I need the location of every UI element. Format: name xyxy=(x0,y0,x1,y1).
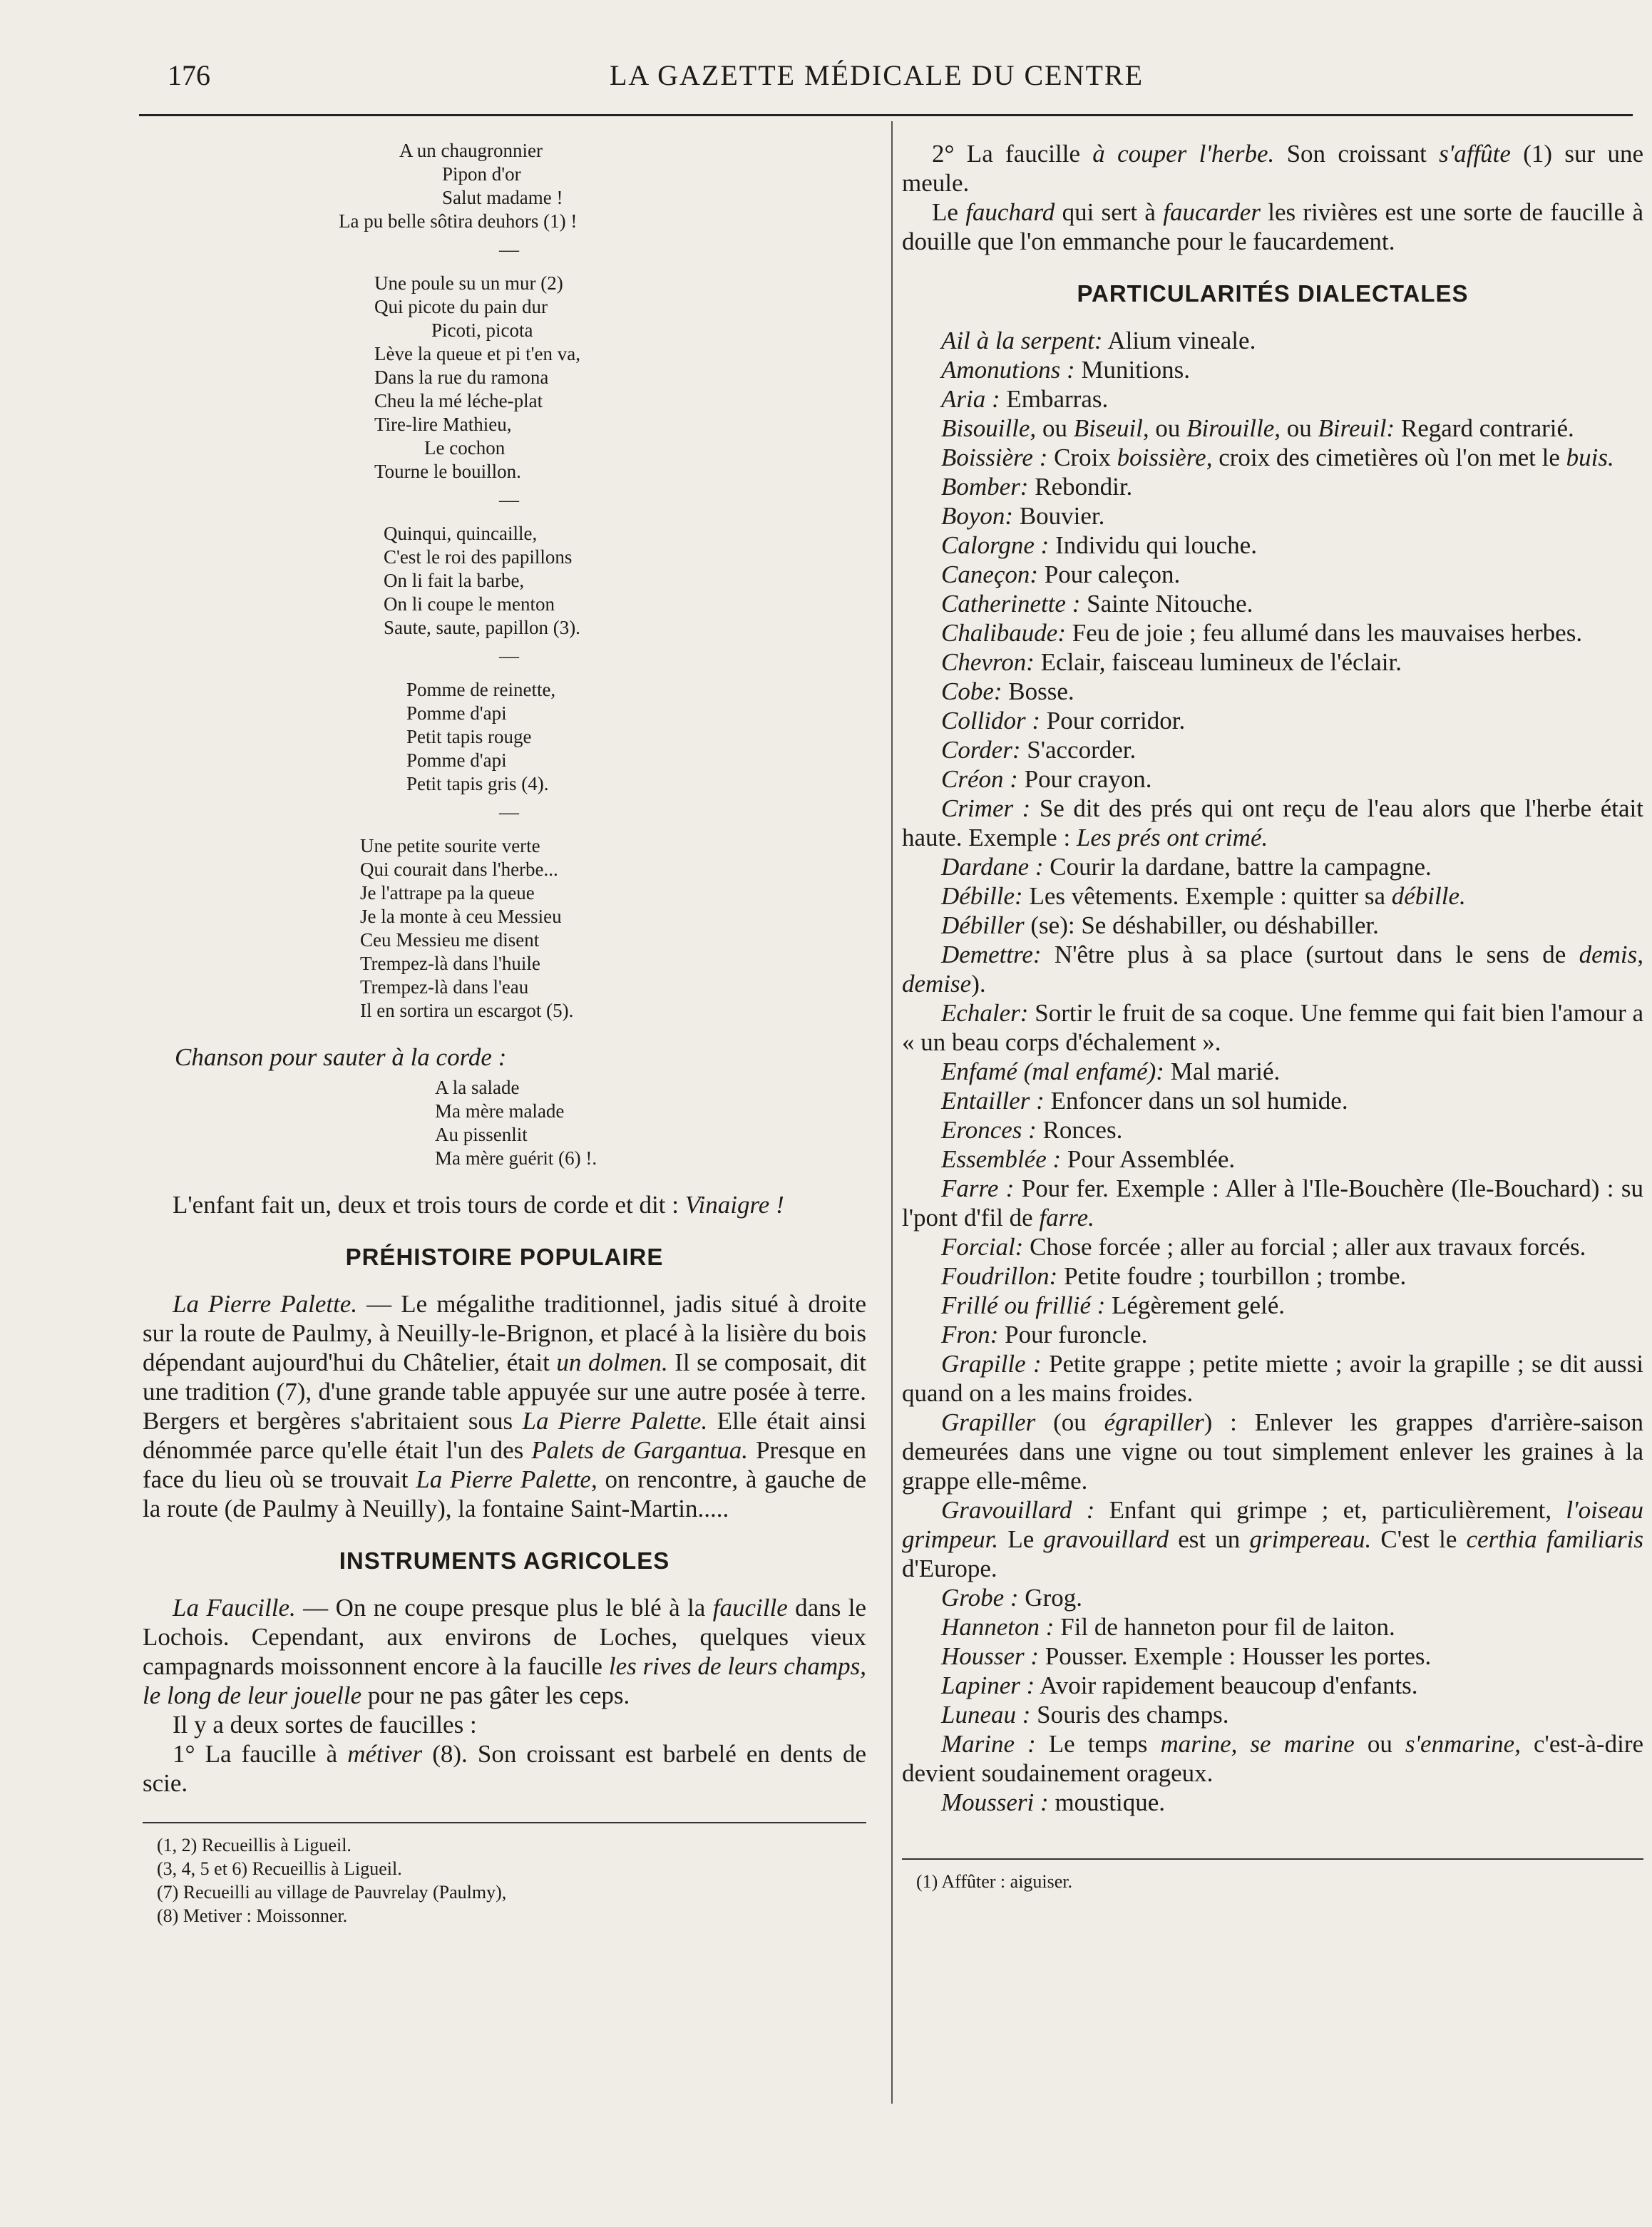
verse-line: On li fait la barbe, xyxy=(384,570,525,591)
glossary-entry xyxy=(902,355,1643,384)
glossary-entry xyxy=(902,1086,1643,1115)
glossary-term: Bisouille, xyxy=(941,414,1037,442)
verse-line: Ceu Messieu me disent xyxy=(360,929,540,951)
glossary-entry xyxy=(902,735,1643,764)
glossary-term: Birouille, xyxy=(1186,414,1281,442)
glossary-term: Dardane : xyxy=(941,853,1044,881)
verse-line: La pu belle sôtira deuhors (1) ! xyxy=(339,210,578,232)
glossary-definition: Sainte Nitouche. xyxy=(1080,590,1253,618)
glossary-term: Biseuil, xyxy=(1073,414,1149,442)
glossary xyxy=(902,326,1643,1817)
glossary-definition: Pour furoncle. xyxy=(998,1321,1148,1348)
glossary-definition: Embarras. xyxy=(1000,385,1109,413)
glossary-term: Frillé ou frillié : xyxy=(941,1291,1106,1319)
poem-poule xyxy=(374,272,866,483)
glossary-term: Entailler : xyxy=(941,1087,1045,1115)
glossary-term: Caneçon: xyxy=(941,560,1039,588)
verse-line: Pomme d'api xyxy=(406,749,507,771)
verse-line: Pomme d'api xyxy=(406,702,507,724)
glossary-term: l'oiseau grimpeur. xyxy=(902,1496,1643,1553)
glossary-term: grimpereau. xyxy=(1249,1525,1372,1553)
verse-line: Lève la queue et pi t'en va, xyxy=(374,343,580,364)
glossary-definition: Ronces. xyxy=(1036,1116,1123,1144)
left-footnotes xyxy=(143,1833,866,1927)
verse-line: Trempez-là dans l'huile xyxy=(360,953,540,974)
glossary-entry xyxy=(902,443,1643,472)
verse-line: Il en sortira un escargot (5). xyxy=(360,1000,574,1021)
chanson-title: Chanson pour sauter à la corde : xyxy=(175,1043,507,1071)
glossary-term: Catherinette : xyxy=(941,590,1081,618)
glossary-definition: (se): Se déshabiller, ou déshabiller. xyxy=(1024,911,1379,939)
glossary-definition: Croix xyxy=(1047,444,1117,471)
glossary-definition: Individu qui louche. xyxy=(1049,531,1257,559)
glossary-entry xyxy=(902,1700,1643,1729)
verse-line: Une poule su un mur (2) xyxy=(374,272,563,294)
glossary-term: Mousseri : xyxy=(941,1788,1049,1816)
glossary-term: gravouillard xyxy=(1043,1525,1169,1553)
glossary-term: Fron: xyxy=(941,1321,999,1348)
glossary-definition: Petite foudre ; tourbillon ; trombe. xyxy=(1057,1262,1407,1290)
glossary-definition: Bosse. xyxy=(1002,677,1074,705)
glossary-term: débille. xyxy=(1391,882,1466,910)
glossary-term: Gravouillard : xyxy=(941,1496,1095,1524)
footnote-rule xyxy=(902,1858,1643,1860)
glossary-entry xyxy=(902,1349,1643,1408)
glossary-term: buis. xyxy=(1566,444,1614,471)
corde-paragraph: L'enfant fait un, deux et trois tours de corde et dit : Vinaigre ! xyxy=(173,1191,784,1219)
separator-dash: — xyxy=(499,239,519,261)
verse-line: Quinqui, quincaille, xyxy=(384,523,538,544)
poem-sourite xyxy=(360,834,866,1023)
glossary-entry xyxy=(902,1145,1643,1174)
glossary-entry xyxy=(902,1642,1643,1671)
glossary-definition: c'est-à-dire devient soudainement orageux. xyxy=(902,1730,1644,1787)
glossary-definition: Petite grappe ; petite miette ; avoir la grapille ; se dit aussi quand on a les mains froides. xyxy=(902,1350,1643,1407)
glossary-definition: Pousser. Exemple : Housser les portes. xyxy=(1039,1642,1432,1670)
glossary-term: Collidor : xyxy=(941,707,1041,734)
glossary-term: Forcial: xyxy=(941,1233,1024,1261)
glossary-definition: moustique. xyxy=(1048,1788,1166,1816)
glossary-term: Corder: xyxy=(941,736,1021,764)
verse-line: Je la monte à ceu Messieu xyxy=(360,906,562,927)
glossary-definition: ou xyxy=(1281,414,1318,442)
glossary-definition: Courir la dardane, battre la campagne. xyxy=(1043,853,1432,881)
glossary-entry xyxy=(902,794,1643,852)
verse-line: Je l'attrape pa la queue xyxy=(360,882,535,903)
verse-line: Au pissenlit xyxy=(435,1124,528,1145)
faucille-paragraph: La Faucille. — On ne coupe presque plus le blé à la faucille dans le Lochois. Cependant, aux environs de Loches, quelques vieux campagnards moissonnent encore à la faucille les rives de leurs champs, le long de leur jouelle pour ne pas gâter les ceps. xyxy=(143,1594,866,1709)
heading-particularites: PARTICULARITÉS DIALECTALES xyxy=(1077,280,1469,307)
verse-line: Petit tapis gris (4). xyxy=(406,773,549,794)
glossary-definition: Enfoncer dans un sol humide. xyxy=(1044,1087,1348,1115)
glossary-term: Bomber: xyxy=(941,473,1029,501)
glossary-term: Grobe : xyxy=(941,1584,1019,1612)
heading-instruments: INSTRUMENTS AGRICOLES xyxy=(339,1547,670,1574)
glossary-term: Boyon: xyxy=(941,502,1014,530)
glossary-definition: Pour crayon. xyxy=(1017,765,1152,793)
verse-line: A un chaugronnier xyxy=(399,140,543,161)
footnote: (3, 4, 5 et 6) Recueillis à Ligueil. xyxy=(157,1858,402,1879)
verse-line: Ma mère malade xyxy=(435,1100,565,1122)
glossary-definition: Eclair, faisceau lumineux de l'éclair. xyxy=(1034,648,1402,676)
glossary-entry xyxy=(902,677,1643,706)
glossary-entry xyxy=(902,1671,1643,1700)
glossary-definition: ou xyxy=(1149,414,1187,442)
glossary-definition: Alium vineale. xyxy=(1102,327,1256,354)
glossary-definition: Regard contrarié. xyxy=(1395,414,1574,442)
glossary-definition: Enfant qui grimpe ; et, particulièrement, xyxy=(1094,1496,1566,1524)
left-column xyxy=(143,139,866,1927)
glossary-entry xyxy=(902,852,1643,881)
glossary-definition: croix des cimetières où l'on met le xyxy=(1212,444,1566,471)
glossary-definition: Souris des champs. xyxy=(1030,1701,1229,1729)
glossary-definition: ou xyxy=(1354,1730,1405,1758)
glossary-entry xyxy=(902,1788,1643,1817)
glossary-entry xyxy=(902,414,1643,443)
page-number: 176 xyxy=(168,59,210,91)
column-divider xyxy=(891,121,893,2104)
separator-dash: — xyxy=(499,489,519,511)
glossary-definition: Pour corridor. xyxy=(1040,707,1186,734)
glossary-term: Chevron: xyxy=(941,648,1035,676)
glossary-entry xyxy=(902,1291,1643,1320)
verse-line: A la salade xyxy=(435,1077,520,1098)
glossary-term: Grapille : xyxy=(941,1350,1042,1378)
glossary-definition: Fil de hanneton pour fil de laiton. xyxy=(1054,1613,1395,1641)
glossary-term: Grapiller xyxy=(941,1408,1036,1436)
glossary-definition: d'Europe. xyxy=(902,1555,997,1582)
glossary-term: Chalibaude: xyxy=(941,619,1066,647)
glossary-entry xyxy=(902,764,1643,794)
glossary-term: Les prés ont crimé. xyxy=(1076,824,1268,851)
verse-line: Trempez-là dans l'eau xyxy=(360,976,529,998)
glossary-entry xyxy=(902,881,1643,911)
sorte-2-paragraph: 2° La faucille à couper l'herbe. Son croissant s'affûte (1) sur une meule. xyxy=(902,140,1644,197)
glossary-definition: Pour fer. Exemple : Aller à l'Ile-Bouchère (Ile-Bouchard) : su l'pont d'fil de xyxy=(902,1174,1644,1232)
glossary-entry xyxy=(902,1115,1643,1145)
verse-line: C'est le roi des papillons xyxy=(384,546,573,568)
journal-title: LA GAZETTE MÉDICALE DU CENTRE xyxy=(610,59,1144,91)
glossary-term: Créon : xyxy=(941,765,1018,793)
verse-line: Tire-lire Mathieu, xyxy=(374,414,512,435)
glossary-entry xyxy=(902,1583,1643,1612)
glossary-term: Boissière : xyxy=(941,444,1048,471)
glossary-entry xyxy=(902,618,1643,647)
verse-line: Qui picote du pain dur xyxy=(374,296,548,317)
glossary-entry xyxy=(902,1174,1643,1232)
glossary-entry xyxy=(902,384,1643,414)
glossary-term: Calorgne : xyxy=(941,531,1050,559)
glossary-entry xyxy=(902,472,1643,501)
glossary-term: Débiller xyxy=(941,911,1025,939)
glossary-definition: Grog. xyxy=(1018,1584,1082,1612)
glossary-definition: Se dit des prés qui ont reçu de l'eau alors que l'herbe était haute. Exemple : xyxy=(902,794,1643,851)
glossary-term: Echaler: xyxy=(941,999,1029,1027)
glossary-definition: Sortir le fruit de sa coque. Une femme qui fait bien l'amour a « un beau corps d'échalement ». xyxy=(902,999,1643,1056)
glossary-term: Demettre: xyxy=(941,941,1042,968)
verse-line: Cheu la mé léche-plat xyxy=(374,390,543,411)
right-column xyxy=(902,139,1643,1893)
glossary-entry xyxy=(902,1057,1643,1086)
glossary-definition: (ou xyxy=(1035,1408,1104,1436)
header-rule xyxy=(139,114,1633,116)
glossary-definition: Le xyxy=(998,1525,1044,1553)
glossary-entry xyxy=(902,1495,1643,1583)
footnote: (8) Metiver : Moissonner. xyxy=(157,1905,348,1926)
verse-line: Dans la rue du ramona xyxy=(374,367,549,388)
verse-line: Une petite sourite verte xyxy=(360,835,540,856)
glossary-term: Foudrillon: xyxy=(941,1262,1058,1290)
glossary-entry xyxy=(902,706,1643,735)
glossary-definition: C'est le xyxy=(1371,1525,1467,1553)
glossary-definition: N'être plus à sa place (surtout dans le sens de xyxy=(1041,941,1579,968)
footnote-rule xyxy=(143,1822,866,1823)
glossary-definition: Pour Assemblée. xyxy=(1061,1145,1236,1173)
glossary-term: demis, demise xyxy=(902,941,1643,998)
poem-chaugronnier xyxy=(339,139,866,233)
glossary-entry xyxy=(902,1320,1643,1349)
glossary-definition: ). xyxy=(971,970,986,998)
verse-line: Ma mère guérit (6) !. xyxy=(435,1147,597,1169)
verse-line: Qui courait dans l'herbe... xyxy=(360,859,558,880)
pierre-palette-paragraph: La Pierre Palette. — Le mégalithe traditionnel, jadis situé à droite sur la route de Paulmy, à Neuilly-le-Brignon, et placé à la lisière du bois dépendant aujourd'hui du Châtelier, était un dolmen. Il se composait, dit une tradition (7), d'une grande table appuyée sur une autre posée à terre. Bergers et bergères s'abritaient sous La Pierre Palette. Elle était ainsi dénommée parce qu'elle était l'un des Palets de Gargantua. Presque en face du lieu où se trouvait La Pierre Palette, on rencontre, à gauche de la route (de Paulmy à Neuilly), la fontaine Saint-Martin..... xyxy=(143,1290,867,1522)
glossary-term: Lapiner : xyxy=(941,1671,1035,1699)
glossary-term: Housser : xyxy=(941,1642,1040,1670)
glossary-definition: Avoir rapidement beaucoup d'enfants. xyxy=(1035,1671,1418,1699)
separator-dash: — xyxy=(499,645,519,667)
poem-salade xyxy=(435,1076,866,1170)
verse-line: Pomme de reinette, xyxy=(406,679,556,700)
glossary-definition: Les vêtements. Exemple : quitter sa xyxy=(1022,882,1392,910)
glossary-term: Essemblée : xyxy=(941,1145,1062,1173)
verse-line: Salut madame ! xyxy=(442,187,563,208)
glossary-term: Aria : xyxy=(941,385,1000,413)
verse-line: Petit tapis rouge xyxy=(406,726,532,747)
footnote: (1) Affûter : aiguiser. xyxy=(916,1871,1073,1892)
glossary-definition: Chose forcée ; aller au forcial ; aller aux travaux forcés. xyxy=(1023,1233,1586,1261)
glossary-definition: Légèrement gelé. xyxy=(1105,1291,1286,1319)
glossary-entry xyxy=(902,911,1643,940)
glossary-term: Ail à la serpent: xyxy=(941,327,1103,354)
glossary-entry xyxy=(902,501,1643,531)
glossary-definition: Bouvier. xyxy=(1013,502,1105,530)
glossary-term: Cobe: xyxy=(941,677,1002,705)
glossary-term: Bireuil: xyxy=(1318,414,1395,442)
glossary-term: farre. xyxy=(1039,1204,1094,1232)
glossary-entry xyxy=(902,647,1643,677)
glossary-entry xyxy=(902,589,1643,618)
glossary-definition: Mal marié. xyxy=(1164,1058,1281,1085)
glossary-definition: Le temps xyxy=(1035,1730,1161,1758)
glossary-term: Débille: xyxy=(941,882,1023,910)
footnote: (7) Recueilli au village de Pauvrelay (Paulmy), xyxy=(157,1882,507,1903)
glossary-term: Hanneton : xyxy=(941,1613,1055,1641)
verse-line: Le cochon xyxy=(424,437,506,459)
glossary-entry xyxy=(902,1232,1643,1261)
glossary-term: Enfamé (mal enfamé): xyxy=(941,1058,1164,1085)
glossary-term: certhia familiaris xyxy=(1466,1525,1643,1553)
glossary-entry xyxy=(902,1729,1643,1788)
poem-pomme xyxy=(406,678,866,796)
verse-line: Saute, saute, papillon (3). xyxy=(384,617,580,638)
glossary-entry xyxy=(902,326,1643,355)
deux-sortes-line: Il y a deux sortes de faucilles : xyxy=(173,1711,477,1739)
glossary-term: égrapiller xyxy=(1104,1408,1204,1436)
verse-line: Picoti, picota xyxy=(431,319,533,341)
glossary-term: boissière, xyxy=(1117,444,1213,471)
glossary-entry xyxy=(902,940,1643,998)
separator-dash: — xyxy=(499,802,519,824)
glossary-definition: est un xyxy=(1169,1525,1250,1553)
heading-prehistoire: PRÉHISTOIRE POPULAIRE xyxy=(345,1244,664,1270)
glossary-definition: Munitions. xyxy=(1074,356,1191,384)
sorte-1-paragraph: 1° La faucille à métiver (8). Son croissant est barbelé en dents de scie. xyxy=(143,1740,866,1797)
glossary-term: Eronces : xyxy=(941,1116,1037,1144)
glossary-entry xyxy=(902,1612,1643,1642)
glossary-definition: Pour caleçon. xyxy=(1038,560,1181,588)
glossary-definition: S'accorder. xyxy=(1020,736,1137,764)
footnote: (1, 2) Recueillis à Ligueil. xyxy=(157,1835,352,1855)
glossary-term: marine, se marine xyxy=(1160,1730,1355,1758)
page-header xyxy=(168,58,1594,101)
fauchard-paragraph: Le fauchard qui sert à faucarder les rivières est une sorte de faucille à douille que l'on emmanche pour le faucardement. xyxy=(902,198,1643,255)
verse-line: Tourne le bouillon. xyxy=(374,461,521,482)
glossary-definition: ou xyxy=(1036,414,1074,442)
glossary-entry xyxy=(902,560,1643,589)
verse-line: On li coupe le menton xyxy=(384,593,555,615)
glossary-entry xyxy=(902,1408,1643,1495)
glossary-entry xyxy=(902,531,1643,560)
glossary-term: Crimer : xyxy=(941,794,1031,822)
glossary-term: s'enmarine, xyxy=(1405,1730,1521,1758)
glossary-entry xyxy=(902,998,1643,1057)
glossary-definition: ) : Enlever les grappes d'arrière-saison demeurées dans une vigne ou tout simplement enlever les graines à la grappe elle-même. xyxy=(902,1408,1644,1495)
poem-papillon xyxy=(384,522,866,640)
glossary-term: Marine : xyxy=(941,1730,1036,1758)
verse-line: Pipon d'or xyxy=(442,163,521,185)
glossary-definition: Rebondir. xyxy=(1028,473,1133,501)
glossary-term: Luneau : xyxy=(941,1701,1031,1729)
glossary-definition: Feu de joie ; feu allumé dans les mauvaises herbes. xyxy=(1065,619,1583,647)
glossary-entry xyxy=(902,1261,1643,1291)
glossary-term: Amonutions : xyxy=(941,356,1075,384)
glossary-term: Farre : xyxy=(941,1174,1015,1202)
